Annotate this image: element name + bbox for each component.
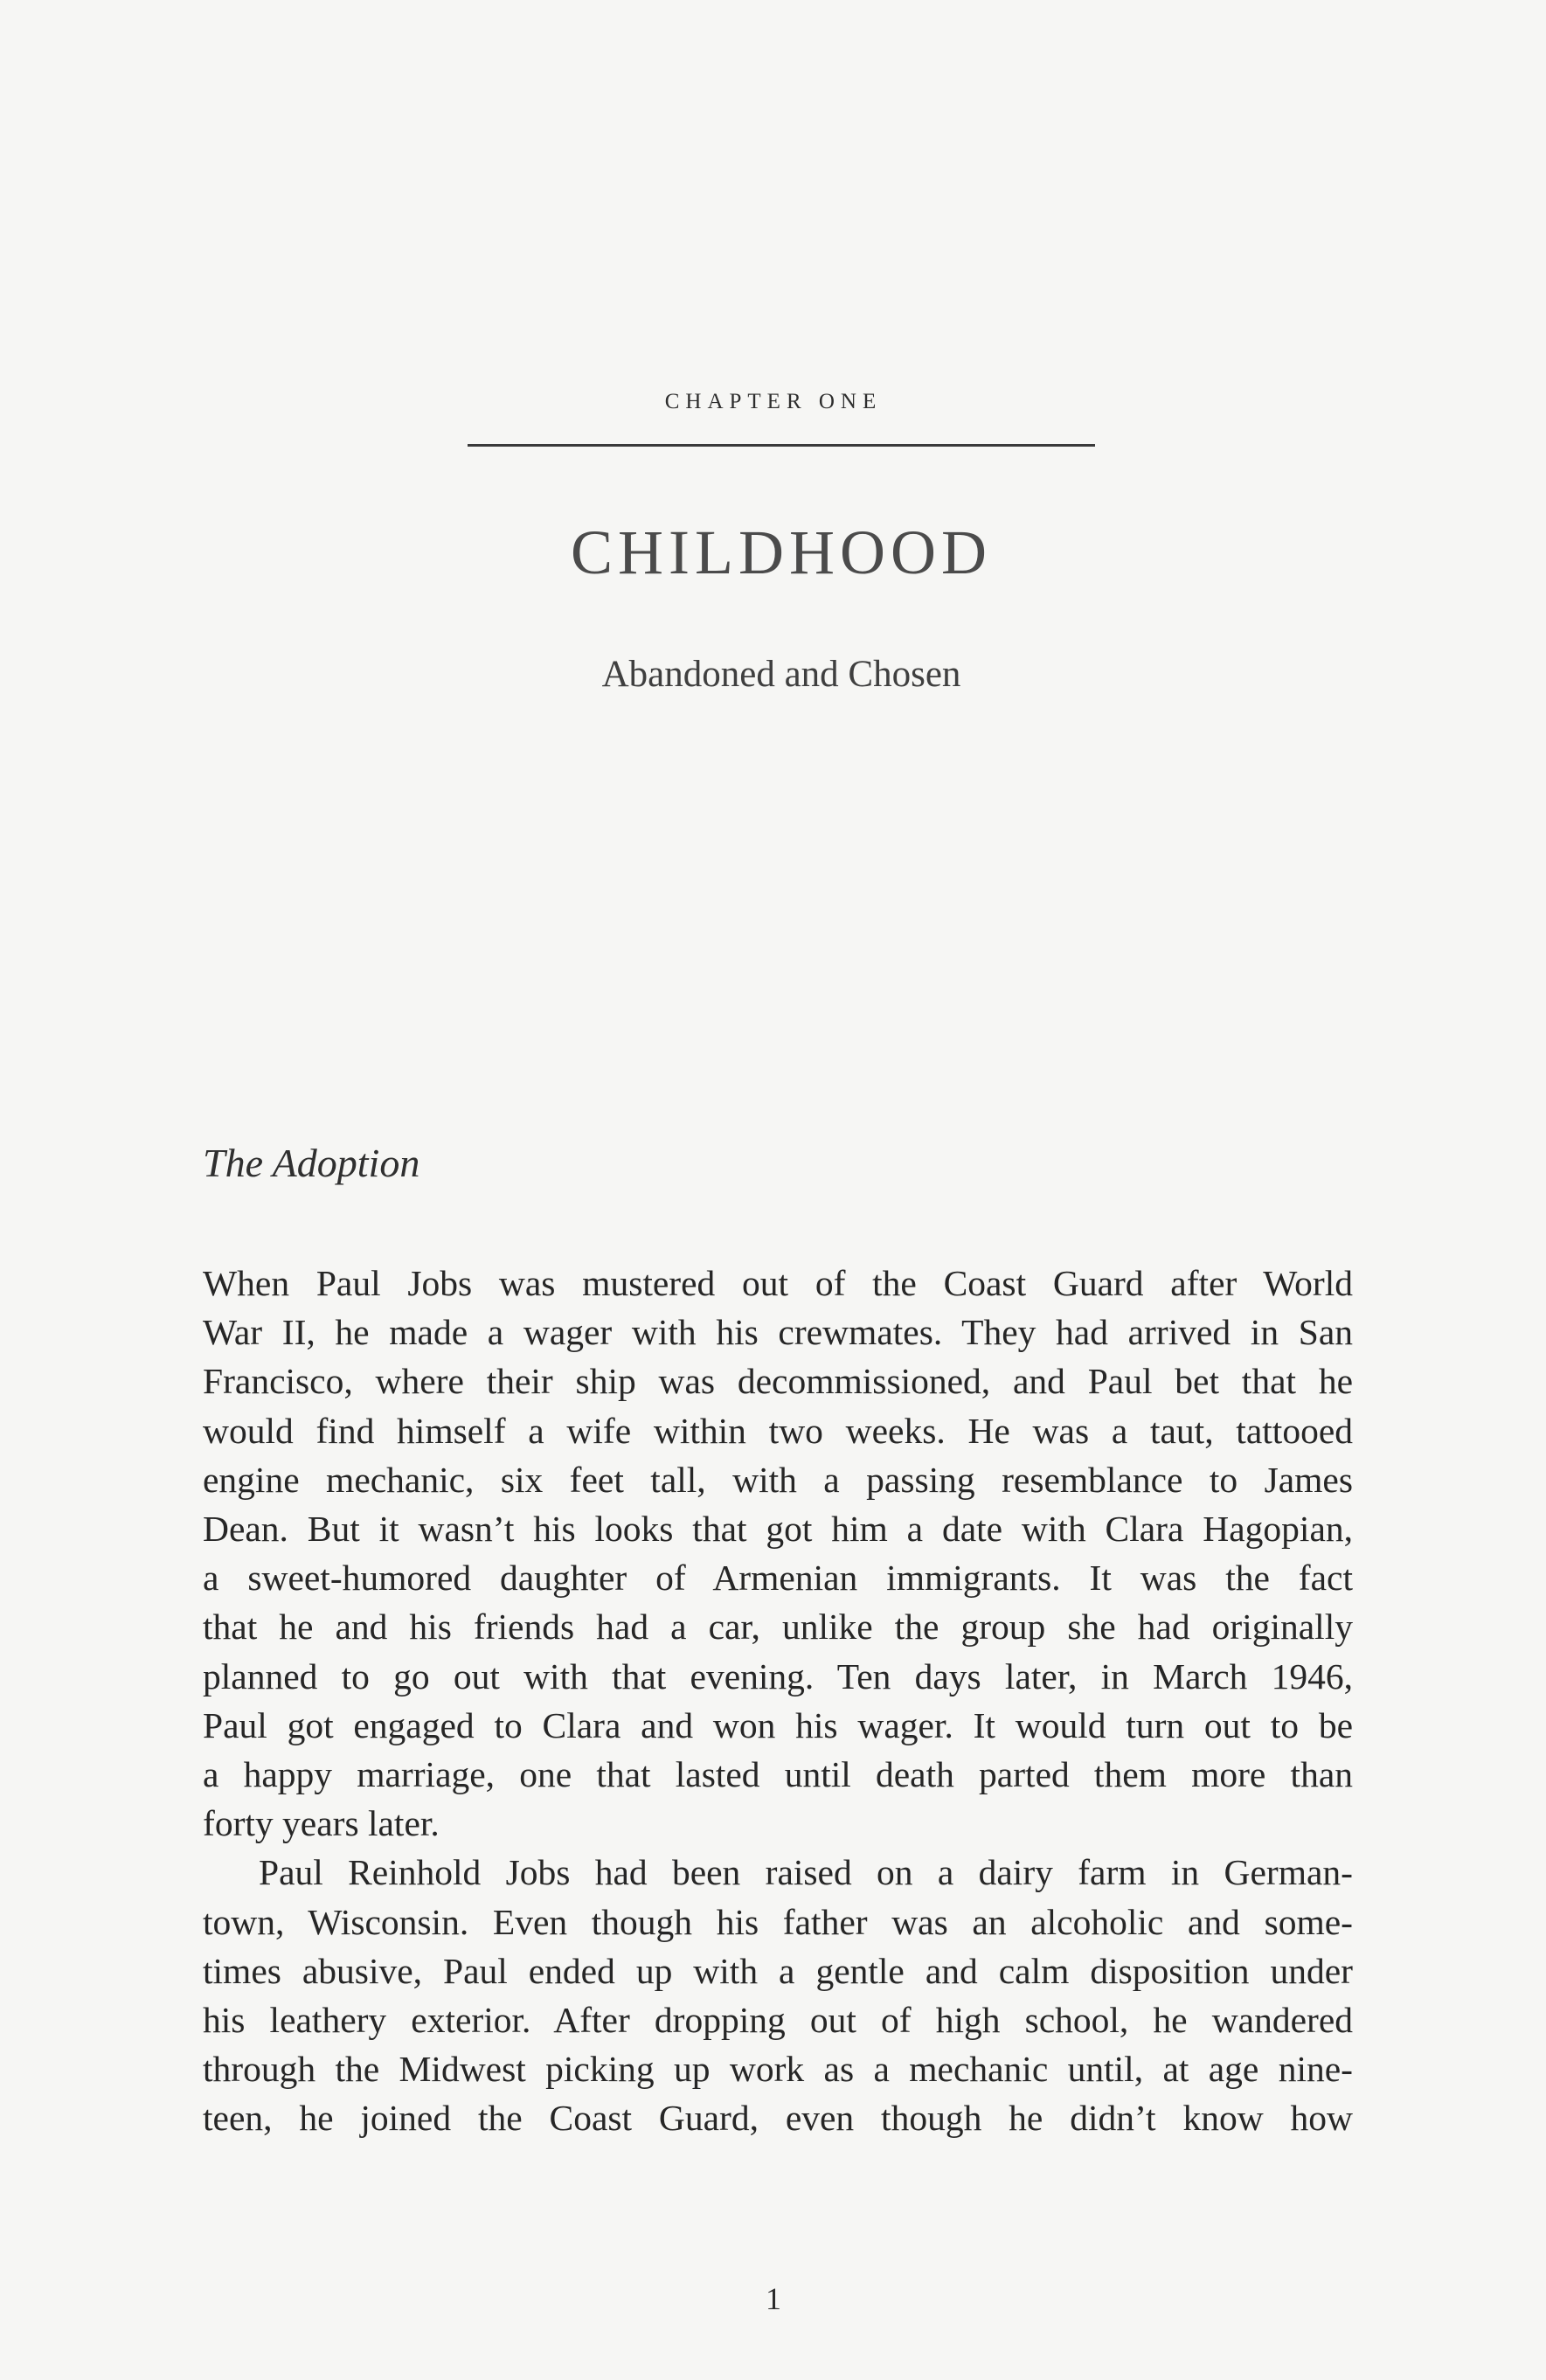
chapter-label: CHAPTER ONE	[664, 390, 883, 413]
text-line: Francisco, where their ship was decommissioned, and Paul bet that he	[203, 1361, 1353, 1402]
section-heading: The Adoption	[203, 1141, 420, 1185]
chapter-divider-rule	[468, 444, 1095, 447]
text-line: a sweet-humored daughter of Armenian immigrants. It was the fact	[203, 1558, 1353, 1599]
text-line: his leathery exterior. After dropping out of high school, he wandered	[203, 2000, 1353, 2041]
text-line: forty years later.	[203, 1803, 440, 1844]
text-line: that he and his friends had a car, unlike the group she had originally	[203, 1606, 1353, 1648]
text-line: Paul Reinhold Jobs had been raised on a dairy farm in German-	[259, 1852, 1353, 1893]
body-text	[203, 1259, 1353, 2143]
text-line: planned to go out with that evening. Ten days later, in March 1946,	[203, 1655, 1353, 1697]
page-number: 1	[766, 2281, 781, 2316]
text-line: engine mechanic, six feet tall, with a passing resemblance to James	[203, 1459, 1353, 1500]
text-line: When Paul Jobs was mustered out of the Coast Guard after World	[203, 1263, 1353, 1303]
text-line: teen, he joined the Coast Guard, even though he didn’t know how	[203, 2098, 1353, 2139]
paragraph-2	[203, 1848, 1353, 2142]
text-line: War II, he made a wager with his crewmates. They had arrived in San	[203, 1312, 1353, 1353]
text-line: times abusive, Paul ended up with a gentle and calm disposition under	[203, 1950, 1353, 1991]
text-line: Paul got engaged to Clara and won his wager. It would turn out to be	[203, 1704, 1353, 1745]
text-line: through the Midwest picking up work as a mechanic until, at age nine-	[203, 2049, 1353, 2090]
chapter-subtitle: Abandoned and Chosen	[601, 654, 961, 695]
text-line: Dean. But it wasn’t his looks that got him a date with Clara Hagopian,	[203, 1509, 1353, 1550]
paragraph-1	[203, 1259, 1353, 1848]
text-line: would find himself a wife within two weeks. He was a taut, tattooed	[203, 1410, 1353, 1451]
text-line: town, Wisconsin. Even though his father was an alcoholic and some-	[203, 1901, 1353, 1942]
text-line: a happy marriage, one that lasted until death parted them more than	[203, 1754, 1353, 1795]
chapter-title: CHILDHOOD	[571, 517, 992, 587]
